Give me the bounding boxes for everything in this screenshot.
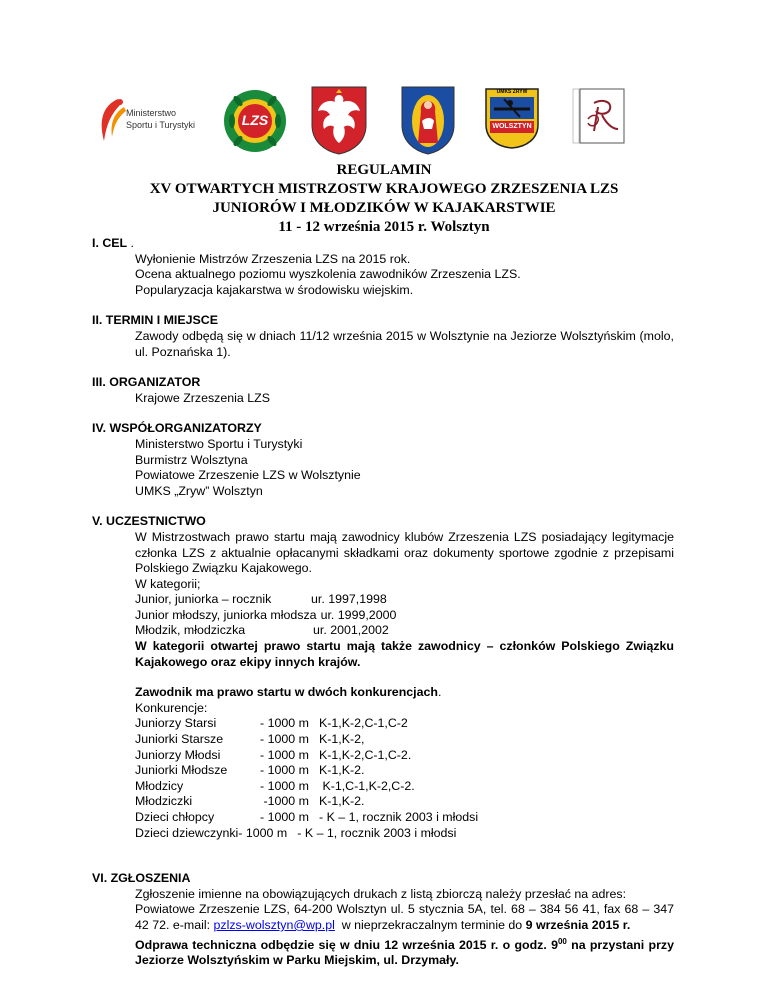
event-name: Juniorzy Młodsi xyxy=(135,747,221,762)
event-distance: -1000 m xyxy=(260,794,309,809)
umks-bottom-text: WOLSZTYN xyxy=(492,123,532,130)
section-cel-item: Popularyzacja kajakarstwa w środowisku wiejskim. xyxy=(135,282,414,297)
wolsztyn-coat-of-arms xyxy=(400,85,456,155)
wdk-monogram-icon xyxy=(572,85,630,147)
eagle-icon xyxy=(310,85,368,155)
two-events-rule-bold: Zawodnik ma prawo startu w dwóch konkurencjach xyxy=(135,685,438,700)
title-line-4: 11 - 12 września 2015 r. Wolsztyn xyxy=(278,219,490,235)
lzs-logo-text: LZS xyxy=(241,112,269,128)
technical-briefing-text: Odprawa techniczna odbędzie się w dniu 12 września 2015 r. o godz. 9 xyxy=(135,937,558,952)
event-name: Juniorki Starsze xyxy=(135,732,224,747)
category-row xyxy=(135,592,674,608)
event-name: Dzieci chłopcy xyxy=(135,810,215,824)
event-name: Dzieci dziewczynki xyxy=(135,825,239,840)
event-row xyxy=(135,810,674,826)
regulations-body xyxy=(92,236,674,969)
event-boats: K-1,C-1,K-2,C-2. xyxy=(319,778,415,793)
section-uczestnictwo-body xyxy=(116,530,674,841)
email-link[interactable]: pzlzs-wolsztyn@wp.pl xyxy=(213,917,335,932)
title-line-2: XV OTWARTYCH MISTRZOSTW KRAJOWEGO ZRZESZENIA LZS xyxy=(149,181,619,197)
event-boats: K-1,K-2. xyxy=(319,794,365,809)
section-cel-item: Ocena aktualnego poziomu wyszkolenia zawodników Zrzeszenia LZS. xyxy=(135,267,521,282)
technical-briefing-place: na przystani przy Jeziorze Wolsztyńskim w Parku Miejskim, ul. Drzymały. xyxy=(135,937,674,968)
category-years: ur. 1999,2000 xyxy=(320,607,397,622)
section-wspolorganizatorzy-title: IV. WSPÓŁORGANIZATORZY xyxy=(92,421,262,436)
coorganizer-item: Burmistrz Wolsztyna xyxy=(135,452,248,467)
two-events-rule xyxy=(135,685,674,701)
event-boats: K-1,K-2, xyxy=(319,732,365,747)
event-name: Juniorzy Starsi xyxy=(135,716,217,731)
section-cel xyxy=(92,236,674,252)
section-cel-title-suffix: . xyxy=(127,236,134,250)
umks-zryw-logo xyxy=(484,87,540,149)
coorganizer-item: Ministerstwo Sportu i Turystyki xyxy=(135,436,303,451)
event-name: Młodziczki xyxy=(135,794,193,809)
ministry-name-line1: Ministerstwo xyxy=(126,108,177,118)
logo-strip xyxy=(0,85,768,160)
two-events-rule-dot: . xyxy=(437,685,442,700)
event-row xyxy=(135,748,674,764)
event-boats: - K – 1, rocznik 2003 i młodsi xyxy=(319,810,479,824)
category-label: W kategorii; xyxy=(135,576,201,591)
event-row xyxy=(135,794,674,810)
event-boats: - K – 1, rocznik 2003 i młodsi xyxy=(297,825,457,840)
registration-deadline: 9 września 2015 r. xyxy=(525,917,631,932)
event-distance: - 1000 m xyxy=(260,810,309,824)
section-zgloszenia-title: VI. ZGŁOSZENIA xyxy=(92,871,191,886)
category-name: Junior, juniorka – rocznik xyxy=(135,592,272,607)
event-row xyxy=(135,826,674,842)
registration-address-text: Powiatowe Zrzeszenie LZS, 64-200 Wolsztyn ul. 5 stycznia 5A, tel. 68 – 384 56 41, fax 68 – 347 42 72. e-mail: xyxy=(135,902,674,932)
category-years: ur. 1997,1998 xyxy=(311,592,387,607)
technical-briefing xyxy=(135,934,674,969)
event-row xyxy=(135,779,674,795)
ministry-logo xyxy=(94,97,214,145)
participation-intro: W Mistrzostwach prawo startu mają zawodnicy klubów Zrzeszenia LZS posiadający legitymacje członka LZS z aktualnie opłacanymi składkami oraz dokumenty sportowe zgodnie z przepisami Polskiego Związku Kajakowego. xyxy=(135,529,674,576)
event-row xyxy=(135,732,674,748)
ministry-name-line2: Sportu i Turystyki xyxy=(126,120,196,130)
category-name: Junior młodszy, juniorka młodsza xyxy=(135,607,317,622)
event-distance: - 1000 m xyxy=(260,747,309,762)
umks-top-text: UMKS ZRYW xyxy=(496,89,528,95)
open-category-note: W kategorii otwartej prawo startu mają także zawodnicy – członków Polskiego Związku Kajakowego oraz ekipy innych krajów. xyxy=(135,639,674,669)
coorganizer-item: Powiatowe Zrzeszenie LZS w Wolsztynie xyxy=(135,468,361,483)
event-name: Juniorki Młodsze xyxy=(135,763,228,778)
eagle-coat-of-arms xyxy=(310,85,368,155)
section-organizator-text: Krajowe Zrzeszenia LZS xyxy=(135,390,270,405)
ministry-figure-icon xyxy=(94,97,128,143)
category-row xyxy=(135,608,674,624)
title-line-3: JUNIORÓW I MŁODZIKÓW W KAJAKARSTWIE xyxy=(212,200,556,216)
category-name: Młodzik, młodziczka xyxy=(135,623,246,638)
events-label: Konkurencje: xyxy=(135,700,208,715)
category-years: ur. 2001,2002 xyxy=(313,623,389,638)
category-row xyxy=(135,623,674,639)
event-boats: K-1,K-2. xyxy=(319,763,365,778)
event-distance: - 1000 m xyxy=(238,825,288,840)
section-organizator-title: III. ORGANIZATOR xyxy=(92,375,201,390)
section-zgloszenia-body xyxy=(116,887,674,969)
event-row xyxy=(135,763,674,779)
coorganizer-item: UMKS „Zryw” Wolsztyn xyxy=(135,483,263,498)
event-distance: - 1000 m xyxy=(260,778,309,793)
section-uczestnictwo-title: V. UCZESTNICTWO xyxy=(92,514,206,529)
event-name: Młodzicy xyxy=(135,778,184,793)
kayak-shield-icon xyxy=(484,87,540,149)
lzs-logo xyxy=(220,85,290,155)
title-line-1: REGULAMIN xyxy=(336,162,432,178)
document-title-block xyxy=(0,161,768,237)
section-termin-text: Zawody odbędą się w dniach 11/12 września 2015 w Wolsztynie na Jeziorze Wolsztyńskim (molo, ul. Poznańska 1). xyxy=(135,328,674,359)
event-boats: K-1,K-2,C-1,C-2 xyxy=(319,716,408,731)
event-row xyxy=(135,716,674,732)
registration-address xyxy=(135,902,674,933)
event-distance: - 1000 m xyxy=(260,716,309,731)
registration-deadline-lead: w nieprzekraczalnym terminie do xyxy=(334,917,526,932)
madonna-shield-icon xyxy=(400,85,456,155)
section-cel-title: I. CEL xyxy=(92,236,128,250)
section-termin-title: II. TERMIN I MIEJSCE xyxy=(92,313,218,328)
section-cel-item: Wyłonienie Mistrzów Zrzeszenia LZS na 2015 rok. xyxy=(135,251,411,266)
technical-briefing-minutes: 00 xyxy=(557,936,567,946)
event-distance: - 1000 m xyxy=(260,732,309,747)
wdk-logo xyxy=(572,85,630,147)
registration-line: Zgłoszenie imienne na obowiązujących drukach z listą zbiorczą należy przesłać na adres: xyxy=(135,886,627,901)
event-boats: K-1,K-2,C-1,C-2. xyxy=(319,747,412,762)
event-distance: - 1000 m xyxy=(260,763,309,778)
